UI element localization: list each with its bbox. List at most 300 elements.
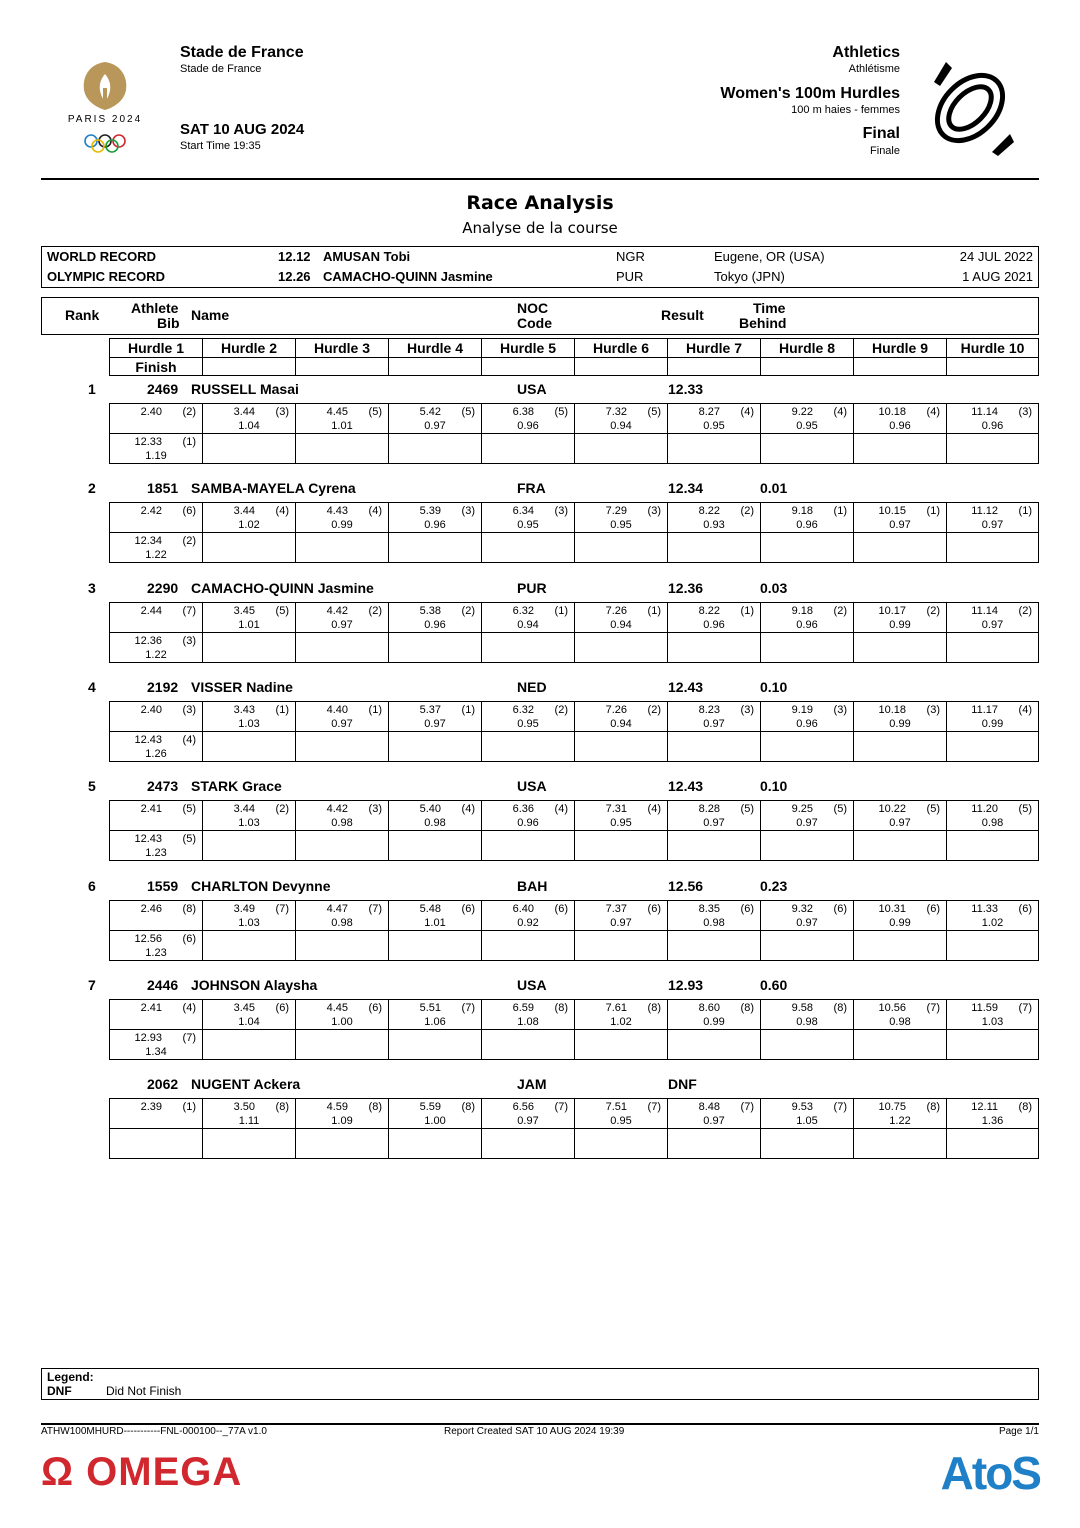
athlete-split-grid: [109, 602, 1039, 664]
athlete-noc: USA: [517, 976, 547, 993]
athlete-time-behind: 0.23: [760, 877, 788, 894]
split-cell-hurdle-3: [295, 602, 389, 633]
split-time: 7.51: [605, 1101, 627, 1114]
record-noc: PUR: [616, 269, 644, 284]
hurdle-header-8: [760, 338, 854, 358]
finish-position: (7): [182, 1031, 196, 1044]
paris-2024-emblem-icon: [62, 58, 148, 154]
split-position: (5): [1018, 803, 1032, 816]
split-time: 4.45: [326, 406, 348, 418]
col-time: Time: [753, 300, 786, 316]
split-position: (5): [647, 406, 661, 418]
split-cell-hurdle-10: [946, 602, 1039, 633]
finish-cell-empty: [667, 532, 761, 563]
split-cell-hurdle-7: [667, 403, 761, 434]
split-cell-hurdle-7: [667, 701, 761, 732]
finish-header-empty: [760, 357, 854, 376]
split-cell-hurdle-1: [109, 800, 203, 831]
finish-cell-empty: [946, 632, 1039, 663]
split-cell-hurdle-6: [574, 800, 668, 831]
finish-cell-empty: [388, 632, 482, 663]
split-position: (2): [554, 703, 568, 716]
split-position: (5): [275, 604, 289, 617]
sport-subtitle: Athlétisme: [848, 63, 900, 75]
split-time: 6.59: [512, 1001, 534, 1014]
split-interval: 1.09: [331, 1115, 353, 1128]
finish-header-empty: [946, 357, 1039, 376]
split-interval: 0.97: [703, 1115, 725, 1128]
finish-interval: 1.22: [145, 648, 167, 661]
split-time: 10.31: [878, 902, 906, 915]
split-interval: 0.96: [424, 519, 446, 532]
split-cell-hurdle-1: [109, 502, 203, 533]
split-cell-hurdle-8: [760, 900, 854, 931]
finish-cell-empty: [574, 731, 668, 762]
split-time: 3.49: [233, 902, 255, 915]
split-interval: 0.99: [889, 618, 911, 631]
split-time: 5.40: [419, 803, 441, 816]
finish-cell-empty: [574, 1029, 668, 1060]
legend-box: [41, 1368, 1039, 1400]
athlete-split-grid: [109, 1098, 1039, 1160]
split-time: 11.12: [971, 505, 998, 518]
split-time: 9.22: [791, 406, 813, 418]
split-interval: 1.01: [238, 618, 260, 631]
split-time: 11.14: [971, 406, 998, 418]
split-time: 9.32: [791, 902, 813, 915]
split-interval: 0.95: [610, 519, 632, 532]
finish-cell-empty: [667, 830, 761, 861]
split-interval: 1.06: [424, 1015, 446, 1028]
event-date: SAT 10 AUG 2024: [180, 121, 305, 138]
split-cell-hurdle-3: [295, 999, 389, 1030]
hurdle-header-6: [574, 338, 668, 358]
finish-time: 12.43: [134, 733, 162, 746]
finish-cell-empty: [202, 1029, 296, 1060]
split-cell-hurdle-2: [202, 999, 296, 1030]
finish-cell-empty: [853, 433, 947, 464]
split-position: (1): [275, 703, 289, 716]
athlete-row: [0, 679, 1080, 697]
athlete-split-grid: [109, 701, 1039, 763]
split-time: 8.27: [698, 406, 720, 418]
split-time: 5.48: [419, 902, 441, 915]
split-position: (6): [554, 902, 568, 915]
finish-position: (4): [182, 733, 196, 746]
document-code: ATHW100MHURD-----------FNL-000100--_77A v1.0: [41, 1426, 267, 1437]
split-cell-hurdle-5: [481, 800, 575, 831]
col-athlete: Athlete: [131, 300, 179, 316]
split-time: 7.32: [605, 406, 627, 418]
phase-subtitle: Finale: [870, 145, 900, 157]
split-interval: 1.03: [238, 916, 260, 929]
split-position: (6): [647, 902, 661, 915]
athlete-rank: 3: [88, 579, 96, 596]
split-position: (7): [647, 1101, 661, 1114]
finish-interval: 1.19: [145, 450, 167, 462]
finish-cell-empty: [946, 830, 1039, 861]
split-time: 7.37: [605, 902, 627, 915]
split-time: 3.43: [233, 703, 255, 716]
split-interval: 0.94: [610, 618, 632, 631]
finish-cell-empty: [481, 731, 575, 762]
split-interval: 1.00: [424, 1115, 446, 1128]
finish-cell-empty: [202, 1128, 296, 1159]
finish-cell-empty: [853, 731, 947, 762]
record-label: WORLD RECORD: [47, 249, 157, 264]
finish-cell-empty: [388, 731, 482, 762]
split-interval: 0.98: [796, 1015, 818, 1028]
split-position: (7): [1018, 1001, 1032, 1014]
split-cell-hurdle-8: [760, 1098, 854, 1129]
split-time: 10.56: [878, 1001, 906, 1014]
finish-cell-empty: [388, 433, 482, 464]
athlete-bib: 2290: [147, 579, 179, 596]
finish-cell-empty: [853, 930, 947, 961]
split-interval: 0.98: [703, 916, 725, 929]
record-place: Tokyo (JPN): [714, 269, 785, 284]
report-created: Report Created SAT 10 AUG 2024 19:39: [444, 1426, 625, 1437]
split-position: (4): [926, 406, 940, 418]
split-cell-hurdle-8: [760, 502, 854, 533]
split-interval: 1.04: [238, 420, 260, 432]
split-position: (1): [926, 505, 940, 518]
split-time: 3.44: [233, 505, 255, 518]
athlete-result: 12.34: [668, 480, 704, 497]
split-cell-hurdle-10: [946, 1098, 1039, 1129]
split-time: 11.17: [971, 703, 998, 716]
split-interval: 0.97: [889, 519, 911, 532]
split-position: (1): [182, 1101, 196, 1114]
split-cell-hurdle-10: [946, 701, 1039, 732]
finish-cell-empty: [295, 632, 389, 663]
split-cell-hurdle-2: [202, 800, 296, 831]
split-time: 3.45: [233, 1001, 255, 1014]
document-subtitle: Analyse de la course: [462, 219, 618, 237]
split-time: 5.37: [419, 703, 441, 716]
split-time: 11.20: [971, 803, 998, 816]
split-time: 8.23: [698, 703, 720, 716]
split-time: 8.22: [698, 604, 720, 617]
olympic-record-row: [42, 267, 1038, 287]
athlete-result: 12.33: [668, 381, 704, 397]
split-cell-hurdle-5: [481, 602, 575, 633]
split-position: (7): [368, 902, 382, 915]
athlete-split-grid: [109, 900, 1039, 962]
split-time: 11.59: [971, 1001, 998, 1014]
hurdle-header-label: Hurdle 4: [406, 340, 463, 356]
split-interval: 0.98: [424, 817, 446, 830]
split-cell-hurdle-10: [946, 999, 1039, 1030]
finish-time: 12.56: [134, 932, 162, 945]
athlete-name: VISSER Nadine: [191, 678, 293, 695]
split-interval: 0.95: [703, 420, 725, 432]
split-interval: 1.22: [889, 1115, 911, 1128]
hurdle-header-label: Hurdle 3: [313, 340, 370, 356]
split-interval: 0.96: [424, 618, 446, 631]
finish-cell-empty: [760, 632, 854, 663]
split-time: 11.14: [971, 604, 998, 617]
finish-time: 12.93: [134, 1031, 162, 1044]
split-position: (5): [554, 406, 568, 418]
hurdle-header-4: [388, 338, 482, 358]
split-time: 4.59: [326, 1101, 348, 1114]
finish-cell-empty: [481, 830, 575, 861]
split-position: (3): [833, 703, 847, 716]
split-position: (6): [275, 1001, 289, 1014]
split-position: (6): [926, 902, 940, 915]
athlete-split-grid: [109, 800, 1039, 862]
split-position: (3): [926, 703, 940, 716]
finish-header-empty: [388, 357, 482, 376]
split-interval: 1.00: [331, 1015, 353, 1028]
split-cell-hurdle-9: [853, 900, 947, 931]
split-cell-hurdle-6: [574, 602, 668, 633]
split-time: 6.32: [512, 703, 534, 716]
split-interval: 0.94: [610, 717, 632, 730]
split-time: 2.41: [140, 803, 162, 816]
finish-header-empty: [574, 357, 668, 376]
split-cell-hurdle-3: [295, 403, 389, 434]
finish-cell-empty: [946, 1128, 1039, 1159]
split-time: 5.59: [419, 1101, 441, 1114]
athlete-result: DNF: [668, 1076, 697, 1093]
finish-cell-empty: [760, 1128, 854, 1159]
athlete-rank: 2: [88, 480, 96, 497]
finish-cell-empty: [481, 433, 575, 464]
split-time: 8.60: [698, 1001, 720, 1014]
split-time: 12.11: [971, 1101, 998, 1114]
athlete-result: 12.36: [668, 579, 704, 596]
split-position: (3): [554, 505, 568, 518]
hurdle-header-2: [202, 338, 296, 358]
split-cell-hurdle-4: [388, 701, 482, 732]
finish-cell-empty: [853, 1128, 947, 1159]
split-cell-hurdle-1: [109, 999, 203, 1030]
finish-position: (6): [182, 932, 196, 945]
split-position: (1): [368, 703, 382, 716]
split-position: (5): [368, 406, 382, 418]
split-time: 9.58: [791, 1001, 813, 1014]
split-position: (6): [368, 1001, 382, 1014]
split-position: (5): [182, 803, 196, 816]
split-time: 2.39: [140, 1101, 162, 1114]
split-position: (7): [554, 1101, 568, 1114]
split-interval: 1.02: [981, 916, 1004, 929]
split-time: 10.15: [878, 505, 906, 518]
finish-cell-empty: [667, 731, 761, 762]
split-time: 5.42: [419, 406, 441, 418]
finish-cell-empty: [295, 731, 389, 762]
split-time: 8.35: [698, 902, 720, 915]
athlete-name: STARK Grace: [191, 778, 282, 795]
athlete-noc: USA: [517, 381, 547, 397]
split-cell-hurdle-4: [388, 900, 482, 931]
split-position: (7): [926, 1001, 940, 1014]
col-name: Name: [191, 307, 230, 323]
finish-cell-empty: [202, 731, 296, 762]
split-interval: 1.04: [238, 1015, 260, 1028]
split-position: (1): [833, 505, 847, 518]
athlete-time-behind: 0.10: [760, 778, 788, 795]
legend-title: Legend:: [47, 1370, 94, 1384]
split-cell-hurdle-6: [574, 502, 668, 533]
athlete-result: 12.56: [668, 877, 704, 894]
split-cell-hurdle-7: [667, 999, 761, 1030]
split-cell-hurdle-7: [667, 800, 761, 831]
split-time: 4.42: [326, 604, 348, 617]
finish-interval: 1.26: [145, 747, 167, 760]
hurdle-header-label: Hurdle 8: [778, 340, 835, 356]
split-interval: 0.94: [610, 420, 632, 432]
finish-cell-empty: [946, 731, 1039, 762]
split-cell-hurdle-3: [295, 502, 389, 533]
split-position: (2): [647, 703, 661, 716]
split-cell-hurdle-2: [202, 502, 296, 533]
split-interval: 1.11: [238, 1115, 260, 1128]
split-interval: 0.95: [610, 1115, 632, 1128]
split-time: 9.18: [791, 505, 813, 518]
athlete-time-behind: 0.60: [760, 976, 788, 993]
split-time: 9.25: [791, 803, 813, 816]
athlete-row: [0, 778, 1080, 796]
split-time: 6.38: [512, 406, 534, 418]
split-interval: 0.99: [981, 717, 1004, 730]
logo-text: PARIS 2024: [67, 114, 143, 125]
split-time: 7.26: [605, 604, 627, 617]
finish-cell-empty: [760, 1029, 854, 1060]
record-place: Eugene, OR (USA): [714, 249, 825, 264]
footer-divider: [41, 1423, 1039, 1425]
split-position: (8): [1018, 1101, 1032, 1114]
split-cell-hurdle-5: [481, 999, 575, 1030]
split-interval: 0.97: [889, 817, 911, 830]
split-position: (5): [461, 406, 475, 418]
page-number: Page 1/1: [998, 1426, 1039, 1437]
hurdle-header-label: Hurdle 7: [685, 340, 742, 356]
legend-code: DNF: [47, 1384, 72, 1398]
split-time: 9.19: [791, 703, 813, 716]
split-position: (4): [833, 406, 847, 418]
athlete-result: 12.93: [668, 976, 704, 993]
split-time: 7.31: [605, 803, 627, 816]
finish-header: [109, 357, 203, 376]
hurdle-header-7: [667, 338, 761, 358]
split-position: (1): [461, 703, 475, 716]
split-interval: 0.96: [517, 420, 539, 432]
athlete-row: [0, 580, 1080, 598]
split-position: (7): [461, 1001, 475, 1014]
record-holder: CAMACHO-QUINN Jasmine: [323, 269, 493, 284]
split-position: (7): [275, 902, 289, 915]
split-cell-hurdle-9: [853, 1098, 947, 1129]
split-time: 6.32: [512, 604, 534, 617]
split-cell-hurdle-9: [853, 502, 947, 533]
finish-cell-empty: [853, 830, 947, 861]
split-cell-hurdle-5: [481, 403, 575, 434]
split-cell-hurdle-5: [481, 900, 575, 931]
split-cell-hurdle-3: [295, 900, 389, 931]
finish-cell-empty: [667, 1128, 761, 1159]
finish-cell-empty: [760, 731, 854, 762]
split-cell-hurdle-7: [667, 900, 761, 931]
finish-cell-empty: [853, 632, 947, 663]
split-cell-hurdle-2: [202, 403, 296, 434]
split-time: 10.17: [878, 604, 906, 617]
finish-cell-empty: [760, 830, 854, 861]
split-position: (6): [461, 902, 475, 915]
athletics-pictogram-icon: [920, 56, 1020, 160]
split-interval: 0.97: [424, 717, 446, 730]
finish-time: 12.34: [134, 535, 162, 548]
split-time: 4.43: [326, 505, 348, 518]
finish-cell-empty: [667, 1029, 761, 1060]
finish-time: 12.43: [134, 833, 162, 846]
split-cell-hurdle-5: [481, 502, 575, 533]
col-noc: NOC: [517, 300, 549, 316]
col-behind: Behind: [739, 315, 787, 331]
hurdle-header-3: [295, 338, 389, 358]
finish-cell-empty: [295, 1029, 389, 1060]
split-time: 5.38: [419, 604, 441, 617]
split-time: 10.22: [878, 803, 906, 816]
athlete-rank: 7: [88, 976, 96, 993]
finish-interval: 1.22: [145, 549, 167, 562]
split-position: (1): [1018, 505, 1032, 518]
split-position: (2): [833, 604, 847, 617]
split-position: (3): [1018, 406, 1032, 418]
split-position: (4): [554, 803, 568, 816]
split-cell-hurdle-4: [388, 502, 482, 533]
start-time: Start Time 19:35: [180, 140, 261, 152]
split-time: 2.41: [140, 1001, 162, 1014]
finish-cell-empty: [388, 830, 482, 861]
finish-position: (1): [182, 436, 196, 448]
split-cell-hurdle-4: [388, 1098, 482, 1129]
athlete-noc: PUR: [517, 579, 547, 596]
finish-cell: [109, 830, 203, 861]
split-cell-hurdle-1: [109, 602, 203, 633]
split-time: 2.40: [140, 406, 162, 418]
finish-cell-empty: [574, 433, 668, 464]
hurdle-header-label: Hurdle 2: [220, 340, 277, 356]
split-cell-hurdle-2: [202, 1098, 296, 1129]
hurdle-header-9: [853, 338, 947, 358]
split-time: 6.34: [512, 505, 534, 518]
split-interval: 0.99: [703, 1015, 725, 1028]
split-interval: 0.98: [331, 916, 353, 929]
split-time: 4.42: [326, 803, 348, 816]
finish-cell-empty: [202, 532, 296, 563]
finish-cell: [109, 731, 203, 762]
split-cell-hurdle-1: [109, 403, 203, 434]
records-box: [41, 246, 1039, 288]
finish-cell-empty: [388, 532, 482, 563]
split-cell-hurdle-8: [760, 403, 854, 434]
finish-header-label: Finish: [135, 359, 177, 375]
split-time: 3.44: [233, 406, 255, 418]
finish-header-empty: [481, 357, 575, 376]
world-record-row: [42, 247, 1038, 267]
split-interval: 0.97: [703, 817, 725, 830]
finish-cell-empty: [760, 433, 854, 464]
athlete-bib: 1559: [147, 877, 179, 894]
split-position: (8): [926, 1101, 940, 1114]
hurdle-header-5: [481, 338, 575, 358]
split-cell-hurdle-9: [853, 403, 947, 434]
finish-position: (3): [182, 634, 196, 647]
split-time: 5.51: [419, 1001, 441, 1014]
